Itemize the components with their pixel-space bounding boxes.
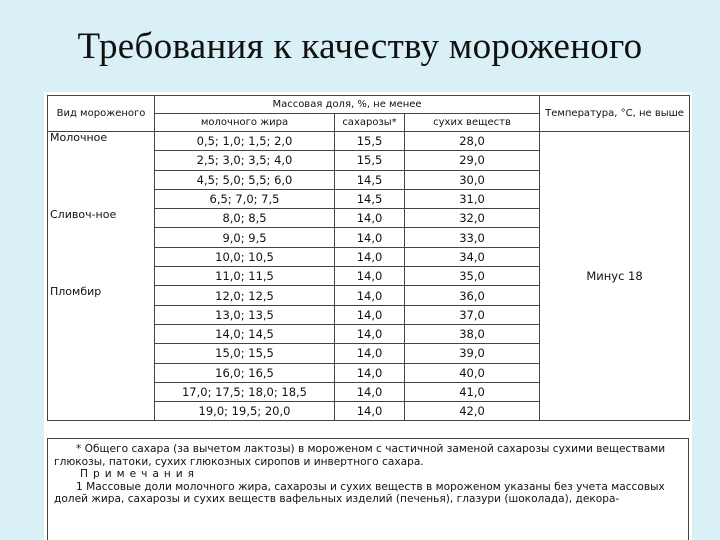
cell-fat: 0,5; 1,0; 1,5; 2,0	[155, 132, 335, 151]
header-solids: сухих веществ	[405, 114, 540, 132]
cell-fat: 2,5; 3,0; 3,5; 4,0	[155, 151, 335, 170]
note-1-text: 1 Массовые доли молочного жира, сахарозы и сухих веществ в мороженом указаны без учета массовых долей жира, сахарозы и сухих веществ вафельных изделий (печенья), глазури (шоколада), декора-	[54, 480, 665, 506]
cell-fat: 4,5; 5,0; 5,5; 6,0	[155, 170, 335, 189]
cell-fat: 14,0; 14,5	[155, 324, 335, 343]
cell-solids: 33,0	[405, 228, 540, 247]
slide-title: Требования к качеству мороженого	[77, 25, 643, 67]
header-temperature: Температура, °С, не выше	[540, 96, 690, 132]
cell-solids: 42,0	[405, 402, 540, 421]
cell-kind	[48, 382, 155, 401]
cell-solids: 38,0	[405, 324, 540, 343]
cell-kind: Молочное	[48, 132, 155, 151]
cell-fat: 6,5; 7,0; 7,5	[155, 189, 335, 208]
cell-fat: 12,0; 12,5	[155, 286, 335, 305]
cell-fat: 11,0; 11,5	[155, 267, 335, 286]
cell-kind	[48, 363, 155, 382]
cell-sucrose: 14,0	[335, 402, 405, 421]
cell-kind: Пломбир	[48, 286, 155, 305]
cell-sucrose: 14,0	[335, 209, 405, 228]
cell-kind	[48, 267, 155, 286]
cell-sucrose: 14,0	[335, 324, 405, 343]
cell-kind	[48, 151, 155, 170]
header-mass-fraction: Массовая доля, %, не менее	[155, 96, 540, 114]
header-fat: молочного жира	[155, 114, 335, 132]
cell-sucrose: 14,0	[335, 267, 405, 286]
cell-fat: 19,0; 19,5; 20,0	[155, 402, 335, 421]
cell-solids: 37,0	[405, 305, 540, 324]
table-row	[48, 132, 690, 151]
cell-kind: Сливоч-ное	[48, 209, 155, 228]
cell-sucrose: 15,5	[335, 151, 405, 170]
cell-solids: 31,0	[405, 189, 540, 208]
cell-fat: 15,0; 15,5	[155, 344, 335, 363]
cell-fat: 9,0; 9,5	[155, 228, 335, 247]
cell-sucrose: 14,0	[335, 286, 405, 305]
notes-heading: Примечания	[80, 468, 200, 481]
cell-solids: 28,0	[405, 132, 540, 151]
quality-requirements-table	[47, 95, 690, 421]
cell-kind	[48, 324, 155, 343]
cell-solids: 29,0	[405, 151, 540, 170]
cell-solids: 36,0	[405, 286, 540, 305]
cell-kind	[48, 228, 155, 247]
cell-fat: 13,0; 13,5	[155, 305, 335, 324]
cell-kind	[48, 344, 155, 363]
cell-solids: 34,0	[405, 247, 540, 266]
cell-sucrose: 14,5	[335, 170, 405, 189]
cell-solids: 30,0	[405, 170, 540, 189]
cell-solids: 39,0	[405, 344, 540, 363]
cell-solids: 40,0	[405, 363, 540, 382]
cell-kind	[48, 189, 155, 208]
cell-sucrose: 14,5	[335, 189, 405, 208]
cell-solids: 41,0	[405, 382, 540, 401]
header-sucrose: сахарозы*	[335, 114, 405, 132]
footnote-text: * Общего сахара (за вычетом лактозы) в мороженом с частичной заменой сахарозы сухими веществами глюкозы, патоки, сухих глюкозных сиропов и инвертного сахара.	[54, 443, 666, 468]
header-row-1	[48, 96, 690, 114]
table-notes	[47, 438, 689, 540]
cell-sucrose: 14,0	[335, 363, 405, 382]
cell-sucrose: 14,0	[335, 344, 405, 363]
cell-kind	[48, 170, 155, 189]
cell-temperature: Минус 18	[540, 132, 690, 421]
cell-kind	[48, 247, 155, 266]
header-kind: Вид мороженого	[48, 96, 155, 132]
cell-fat: 8,0; 8,5	[155, 209, 335, 228]
document-scan	[44, 92, 692, 540]
cell-sucrose: 15,5	[335, 132, 405, 151]
cell-sucrose: 14,0	[335, 382, 405, 401]
cell-fat: 17,0; 17,5; 18,0; 18,5	[155, 382, 335, 401]
cell-solids: 32,0	[405, 209, 540, 228]
cell-sucrose: 14,0	[335, 247, 405, 266]
cell-sucrose: 14,0	[335, 305, 405, 324]
cell-fat: 10,0; 10,5	[155, 247, 335, 266]
cell-kind	[48, 402, 155, 421]
cell-kind	[48, 305, 155, 324]
cell-solids: 35,0	[405, 267, 540, 286]
cell-fat: 16,0; 16,5	[155, 363, 335, 382]
cell-sucrose: 14,0	[335, 228, 405, 247]
